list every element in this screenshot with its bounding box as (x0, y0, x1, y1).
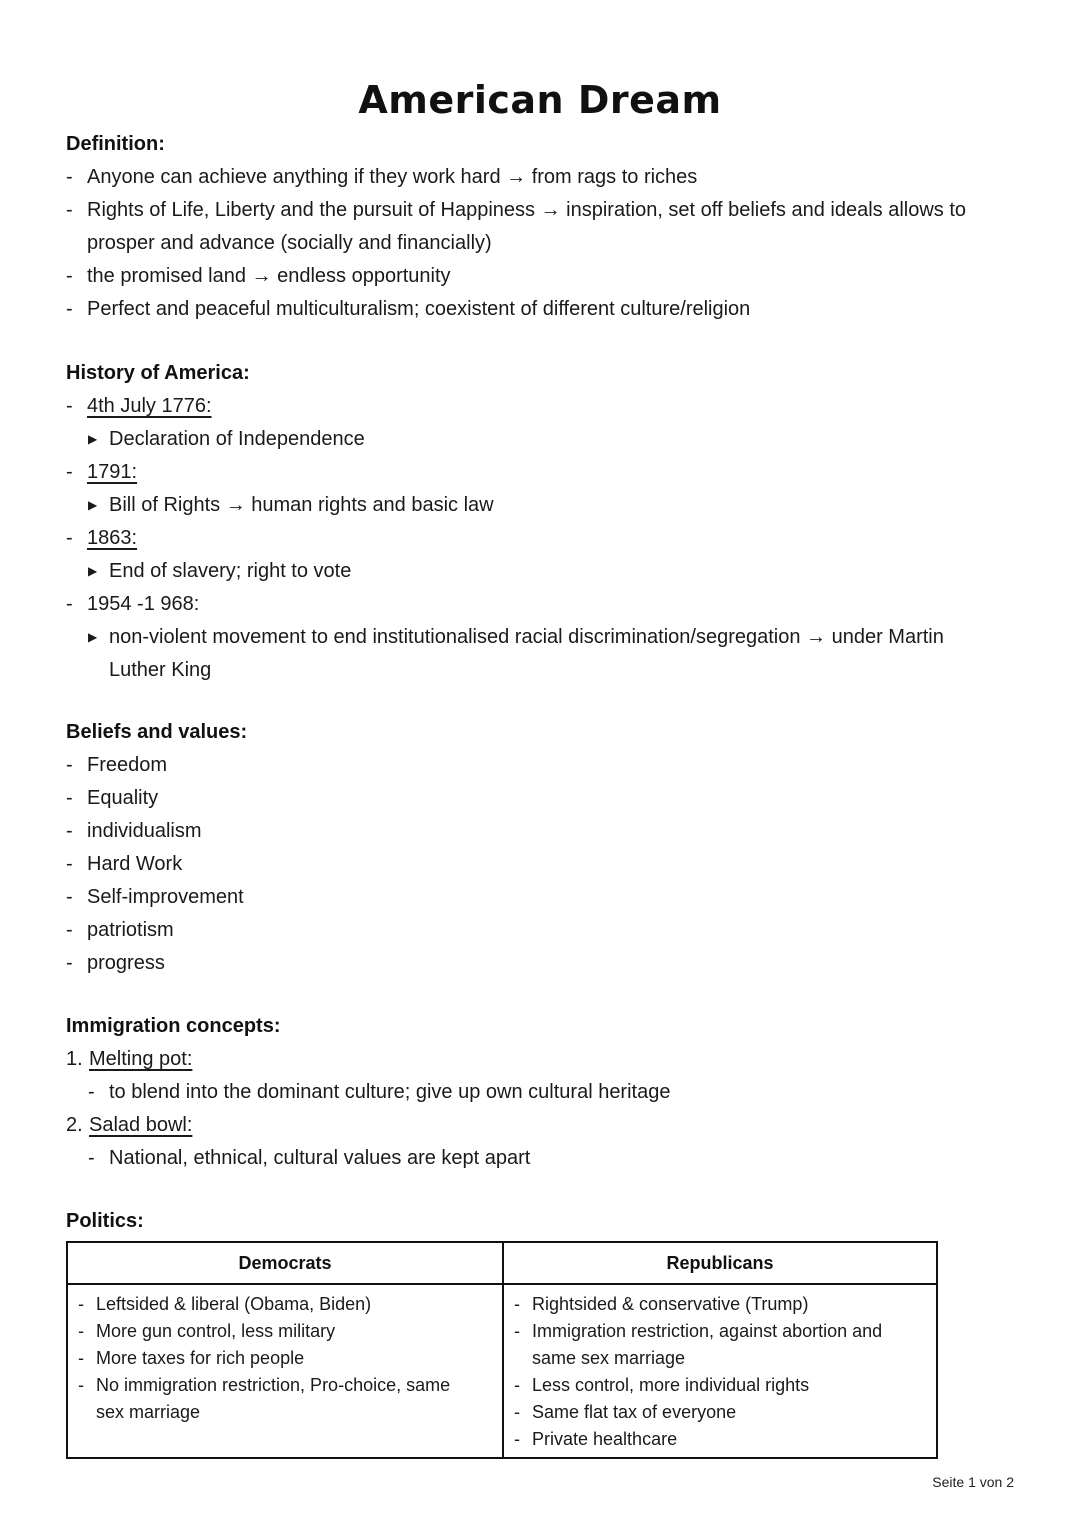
table-list-item: - No immigration restriction, Pro-choice, same (78, 1375, 451, 1395)
politics-heading: Politics: (66, 1210, 144, 1232)
table-list-item: - Less control, more individual rights (514, 1375, 810, 1395)
page-title: American Dream (358, 78, 722, 122)
democrats-cell (76, 1291, 486, 1426)
page-number: Seite 1 von 2 (932, 1474, 1014, 1490)
list-item: - Rights of Life, Liberty and the pursuit of Happiness → inspiration, set off beliefs and ideals allows to (66, 199, 967, 221)
table-list-item: - Immigration restriction, against abortion and (514, 1321, 883, 1341)
beliefs-heading: Beliefs and values: (66, 721, 248, 743)
history-detail-continuation: Luther King (109, 659, 212, 681)
history-date: - 1863: (66, 527, 138, 549)
table-list-item: - More gun control, less military (78, 1321, 336, 1341)
definition-section (66, 128, 1026, 326)
immigration-heading: Immigration concepts: (66, 1015, 281, 1037)
history-detail: ▶ End of slavery; right to vote (88, 560, 352, 582)
table-list-item-continuation: same sex marriage (532, 1348, 686, 1368)
history-detail: ▶ non-violent movement to end institutionalised racial discrimination/segregation → under Martin (88, 626, 944, 648)
beliefs-section (66, 716, 1026, 980)
list-item: - Self-improvement (66, 886, 244, 908)
list-item: - individualism (66, 820, 202, 842)
concept-title: 1. Melting pot: (66, 1048, 193, 1070)
table-header-divider (68, 1283, 936, 1285)
history-date: - 4th July 1776: (66, 395, 212, 417)
democrats-header: Democrats (238, 1253, 332, 1273)
list-item: - Freedom (66, 754, 168, 776)
table-list-item: - Private healthcare (514, 1429, 678, 1449)
table-list-item: - Same flat tax of everyone (514, 1402, 737, 1422)
list-item: - Equality (66, 787, 159, 809)
list-item: - patriotism (66, 919, 174, 941)
list-item-continuation: prosper and advance (socially and financially) (87, 232, 492, 254)
list-item: - progress (66, 952, 165, 974)
definition-heading: Definition: (66, 133, 165, 155)
concept-title: 2. Salad bowl: (66, 1114, 193, 1136)
list-item: - Hard Work (66, 853, 183, 875)
republicans-header: Republicans (666, 1253, 774, 1273)
history-detail: ▶ Declaration of Independence (88, 428, 365, 450)
table-list-item-continuation: sex marriage (96, 1402, 201, 1422)
history-heading: History of America: (66, 362, 250, 384)
table-list-item: - More taxes for rich people (78, 1348, 305, 1368)
table-list-item: - Leftsided & liberal (Obama, Biden) (78, 1294, 372, 1314)
republicans-cell (512, 1291, 924, 1453)
concept-detail: - to blend into the dominant culture; give up own cultural heritage (88, 1081, 671, 1103)
history-date: - 1954 -1 968: (66, 593, 200, 615)
history-detail: ▶ Bill of Rights → human rights and basic law (88, 494, 494, 516)
politics-section (66, 1205, 1026, 1238)
list-item: - Anyone can achieve anything if they work hard → from rags to riches (66, 166, 698, 188)
concept-detail: - National, ethnical, cultural values are kept apart (88, 1147, 531, 1169)
history-section (66, 357, 1026, 687)
list-item: - Perfect and peaceful multiculturalism; coexistent of different culture/religion (66, 298, 751, 320)
table-list-item: - Rightsided & conservative (Trump) (514, 1294, 809, 1314)
list-item: - the promised land → endless opportunity (66, 265, 451, 287)
immigration-section (66, 1010, 1026, 1175)
politics-table (66, 1241, 938, 1459)
history-date: - 1791: (66, 461, 138, 483)
